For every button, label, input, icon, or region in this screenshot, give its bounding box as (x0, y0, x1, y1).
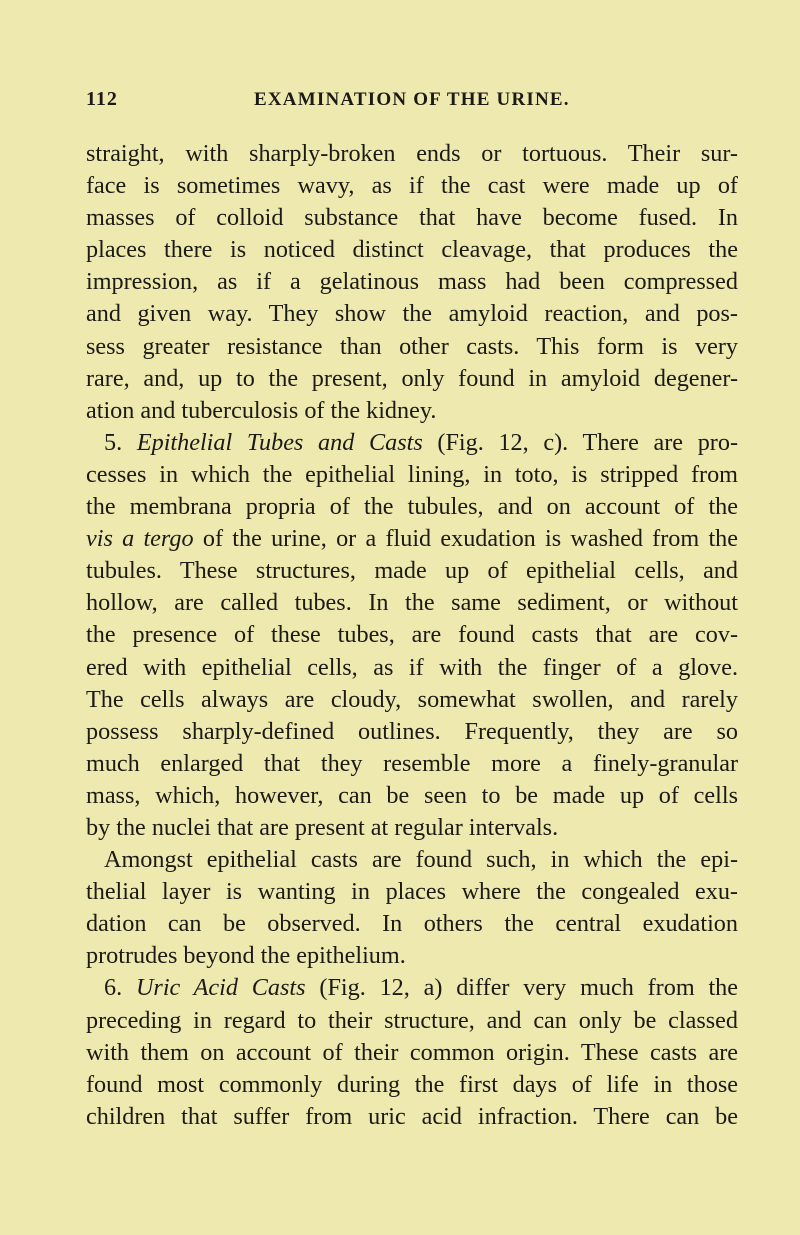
text-line: tubules. These structures, made up of epithelial cells, and (86, 557, 738, 585)
section-number: 6. (104, 974, 136, 1002)
text-line: possess sharply-defined outlines. Frequently, they are so (86, 717, 738, 745)
text-line: protrudes beyond the epithelium. (86, 942, 406, 970)
latin-phrase: vis a tergo (86, 525, 194, 553)
text-line: straight, with sharply-broken ends or tortuous. Their sur- (86, 140, 738, 167)
text-line: masses of colloid substance that have become fused. In (86, 204, 738, 232)
text-line: the membrana propria of the tubules, and on account of the (86, 493, 738, 521)
section-title: Epithelial Tubes and Casts (136, 428, 423, 456)
body-text (86, 138, 738, 1133)
text-line: much enlarged that they resemble more a finely-granular (86, 749, 738, 777)
text-run: (Fig. 12, a) differ very much from the (305, 974, 739, 1002)
page-number: 112 (86, 88, 118, 110)
running-title: EXAMINATION OF THE URINE. (254, 89, 570, 110)
text-run: (Fig. 12, c). There are pro- (422, 428, 739, 456)
text-line: the presence of these tubes, are found casts that are cov- (86, 621, 738, 649)
section-title: Uric Acid Casts (135, 974, 306, 1002)
text-line: by the nuclei that are present at regular intervals. (86, 813, 559, 841)
text-line: rare, and, up to the present, only found in amyloid degener- (86, 364, 738, 392)
text-line: impression, as if a gelatinous mass had been compressed (86, 268, 738, 296)
text-line: hollow, are called tubes. In the same sediment, or without (86, 589, 738, 617)
text-line: with them on account of their common origin. These casts are (86, 1038, 738, 1066)
running-head (86, 88, 738, 118)
text-line: places there is noticed distinct cleavage, that produces the (86, 236, 738, 264)
text-line: preceding in regard to their structure, and can only be classed (86, 1006, 738, 1034)
text-line (86, 523, 738, 555)
text-line: mass, which, however, can be seen to be made up of cells (86, 781, 738, 809)
text-run: of the urine, or a fluid exudation is washed from the (193, 525, 738, 553)
text-line: face is sometimes wavy, as if the cast were made up of (86, 172, 738, 200)
text-line: dation can be observed. In others the central exudation (86, 910, 738, 938)
text-line: cesses in which the epithelial lining, in toto, is stripped from (86, 460, 738, 488)
text-line: children that suffer from uric acid infraction. There can be (86, 1102, 738, 1130)
section-heading-line (86, 972, 738, 1004)
text-line: sess greater resistance than other casts. This form is very (86, 332, 738, 360)
text-line: Amongst epithelial casts are found such, in which the epi- (104, 846, 738, 874)
section-heading-line (86, 427, 738, 459)
text-line: ation and tuberculosis of the kidney. (86, 396, 437, 424)
book-page (86, 88, 738, 1133)
text-line: and given way. They show the amyloid reaction, and pos- (86, 300, 738, 328)
section-number: 5. (104, 428, 137, 456)
text-line: ered with epithelial cells, as if with the finger of a glove. (86, 653, 738, 681)
text-line: The cells always are cloudy, somewhat swollen, and rarely (86, 685, 738, 713)
text-line: thelial layer is wanting in places where the congealed exu- (86, 878, 738, 906)
text-line: found most commonly during the first days of life in those (86, 1070, 738, 1098)
